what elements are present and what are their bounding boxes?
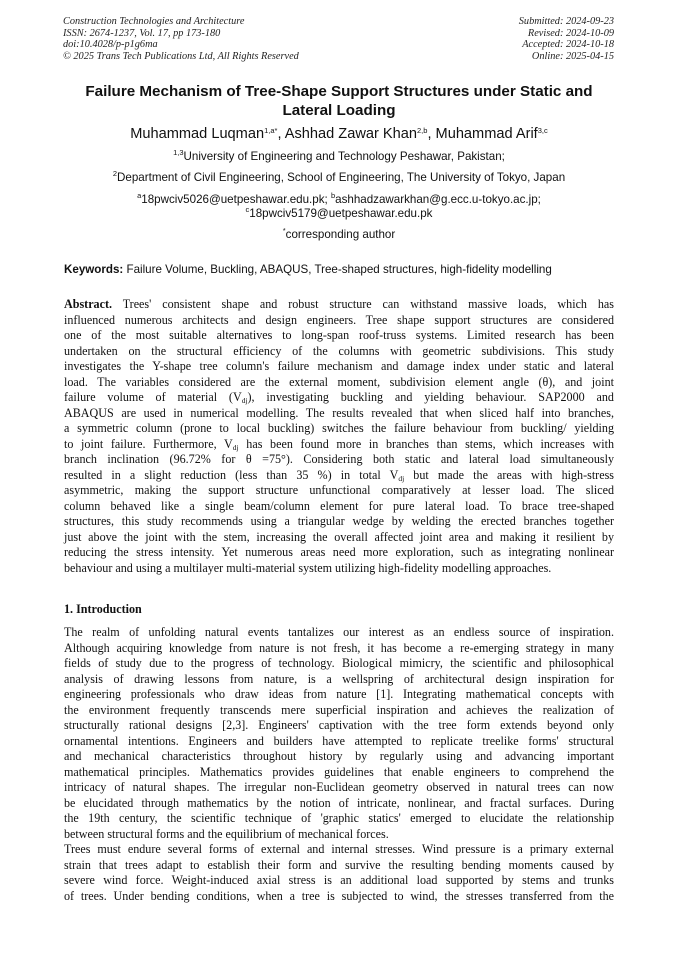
intro-line: The realm of unfolding natural events tantalizes our interest as an endless source of inspiration. — [64, 625, 614, 639]
abstract-text: but made the areas with high-stress — [404, 467, 614, 482]
abstract-line — [64, 468, 614, 484]
intro-line: of trees. Under bending conditions, when a tree is subjected to wind, the stresses transferred from the — [64, 888, 614, 903]
email-b[interactable]: ashhadzawarkhan@g.ecc.u-tokyo.ac.jp; — [335, 193, 541, 206]
abstract-line: ABAQUS are used in numerical modelling. The results revealed that when sliced half into branches, — [64, 405, 614, 420]
intro-line: and mechanical characteristics throughout history by regularly using and advancing important — [64, 749, 614, 763]
abstract-line: behaviour and using a multilayer multi-material system utilizing high-fidelity modelling approaches. — [64, 560, 552, 575]
abstract-text: Trees' consistent shape and robust structure can withstand massive loads, which has — [112, 297, 614, 311]
intro-line: the 19th century, the scientific technique of 'graphic statics' emerged to elucidate the relationship — [64, 811, 614, 825]
abstract-line — [64, 437, 614, 453]
affiliation-1 — [30, 150, 648, 164]
corresponding-author-note — [30, 228, 648, 242]
abstract-line: branch inclination (96.72% for θ =75°). Considering both static and lateral load simultaneously — [64, 452, 614, 466]
intro-line: strain that trees adapt to establish their form and survive the resulting bending moments caused by — [64, 857, 614, 872]
intro-line: between structural forms and the equilibrium of mechanical forces. — [64, 826, 389, 841]
issn-info: ISSN: 2674-1237, Vol. 17, pp 173-180 — [63, 27, 221, 39]
intro-line: Trees must endure several forms of external and internal stresses. Wind pressure is a primary external — [64, 842, 614, 856]
abstract-line: load. The variables considered are the external moment, subdivision element angle (θ), and joint — [64, 374, 614, 389]
email-a-mark: a — [137, 191, 142, 200]
abstract-line: a symmetric column (prone to local buckling) switches the failure behaviour from buckling/ yielding — [64, 421, 614, 435]
vdj-subscript: dj — [241, 396, 248, 405]
corresponding-text: corresponding author — [285, 228, 396, 241]
intro-line: the environment frequently transcends mere superficial inspiration and achieves the realization of — [64, 702, 614, 717]
vdj-subscript: dj — [398, 473, 405, 483]
email-c[interactable]: 18pwciv5179@uetpeshawar.edu.pk — [249, 207, 433, 220]
abstract-text: failure volume of material (V — [64, 390, 242, 404]
affiliation-2-mark: 2 — [112, 169, 118, 178]
abstract-text: resulted in a slight reduction (less than 35 %) in total V — [64, 467, 399, 482]
abstract-line: asymmetric, making the support structure unfunctional comparatively at lesser load. The sliced — [64, 483, 614, 497]
author-3-name: Muhammad Arif — [435, 126, 538, 142]
abstract-section — [64, 297, 614, 576]
intro-line: engineering professionals who draw ideas from nature [1]. Integrating mathematical concepts with — [64, 687, 614, 701]
introduction-body — [64, 625, 614, 904]
intro-line: intricacy of natural shapes. The irregular non-Euclidean geometry observed in natural trees can now — [64, 780, 614, 794]
email-c-mark: c — [245, 205, 250, 214]
online-date: Online: 2025-04-15 — [531, 50, 614, 62]
journal-header-left — [63, 16, 299, 62]
affiliation-1-text: University of Engineering and Technology Peshawar, Pakistan; — [183, 150, 505, 163]
abstract-text: to joint failure. Furthermore, V — [64, 436, 233, 451]
abstract-line: one of the most suitable alternatives to long-span roof-truss systems. Limited research has been — [64, 328, 614, 342]
intro-line: structurally rational designs [2,3]. Engineers' captivation with the tree form extends beyond only — [64, 718, 614, 732]
paper-title — [56, 82, 622, 120]
intro-line: analysis of drawing lessons from nature, is a wellspring of architectural design inspiration for — [64, 671, 614, 686]
doi-link[interactable]: doi:10.4028/p-p1g6ma — [63, 39, 158, 51]
intro-line: be elucidated through mathematics by the notion of intricate, nonlinear, and fractal surfaces. During — [64, 795, 614, 810]
email-line-1 — [30, 193, 648, 207]
abstract-line — [64, 390, 614, 406]
title-line-2: Lateral Loading — [282, 102, 396, 119]
abstract-line: reducing the stress intensity. Yet numerous areas need more exploration, such as integrating nonlinear — [64, 545, 614, 559]
intro-line: mathematical principles. Mathematics provides guidelines that enable engineers to comprehend the — [64, 764, 614, 779]
submitted-date: Submitted: 2024-09-23 — [518, 16, 614, 27]
vdj-subscript: dj — [232, 442, 239, 452]
author-list — [40, 125, 638, 143]
section-heading-introduction: 1. Introduction — [64, 602, 142, 616]
author-2-name: Ashhad Zawar Khan — [284, 126, 417, 142]
keywords-label: Keywords: — [64, 263, 124, 276]
intro-line: fields of study due to the progress of technology. Biological mimicry, the scientific and philosophical — [64, 656, 614, 670]
abstract-line: just above the joint with the stem, increasing the overall affected joint area and making it resilient by — [64, 529, 614, 544]
journal-header-right — [519, 16, 614, 62]
accepted-date: Accepted: 2024-10-18 — [522, 39, 614, 51]
intro-line: ornamental intentions. Engineers and builders have attempted to replicate treelike forms' structural — [64, 733, 614, 748]
author-separator-2: , — [427, 126, 436, 142]
author-1-name: Muhammad Luqman — [130, 126, 265, 142]
abstract-text: has been found more in branches than stems, which increases with — [238, 436, 614, 451]
email-a[interactable]: 18pwciv5026@uetpeshawar.edu.pk; — [141, 193, 331, 206]
abstract-line: investigates the Y-shape tree column's failure mechanism and damage index under static and lateral — [64, 359, 614, 373]
affiliation-1-mark: 1,3 — [173, 148, 184, 157]
corresponding-mark: * — [282, 226, 286, 235]
title-line-1: Failure Mechanism of Tree-Shape Support Structures under Static and — [85, 83, 593, 100]
intro-line: severe wind force. Weight-induced axial stress is an additional load supported by stems and trunks — [64, 873, 614, 887]
intro-line: Although acquiring knowledge from nature is not fresh, it has become a re-emerging strategy in many — [64, 640, 614, 655]
copyright-notice: © 2025 Trans Tech Publications Ltd, All Rights Reserved — [63, 50, 299, 62]
abstract-line: undertaken on the structural efficiency of the columns with geometric subdivisions. This study — [64, 343, 614, 358]
journal-name: Construction Technologies and Architecture — [63, 16, 245, 27]
abstract-line — [64, 297, 614, 313]
affiliation-2-text: Department of Civil Engineering, School of Engineering, The University of Tokyo, Japan — [117, 171, 566, 184]
email-line-2 — [30, 207, 648, 221]
affiliation-2 — [30, 171, 648, 185]
abstract-line: structures, this study recommends using a triangular wedge by welding the erected branches together — [64, 514, 614, 528]
abstract-label: Abstract. — [64, 297, 113, 311]
author-3-mark: 3,c — [537, 126, 548, 135]
abstract-line: column behaved like a single beam/column element for pure lateral load. To brace tree-shaped — [64, 498, 614, 513]
email-b-mark: b — [330, 191, 336, 200]
author-1-mark: 1,a* — [264, 126, 278, 135]
author-separator-1: , — [277, 126, 285, 142]
keywords-text: Failure Volume, Buckling, ABAQUS, Tree-shaped structures, high-fidelity modelling — [123, 263, 552, 276]
abstract-line: influenced numerous architects and design engineers. Tree shape support structures are considered — [64, 312, 614, 327]
abstract-text: ), investigating buckling and yielding behaviour. SAP2000 and — [247, 390, 614, 404]
author-2-mark: 2,b — [417, 126, 428, 135]
keywords-line — [64, 263, 624, 277]
revised-date: Revised: 2024-10-09 — [527, 27, 614, 39]
